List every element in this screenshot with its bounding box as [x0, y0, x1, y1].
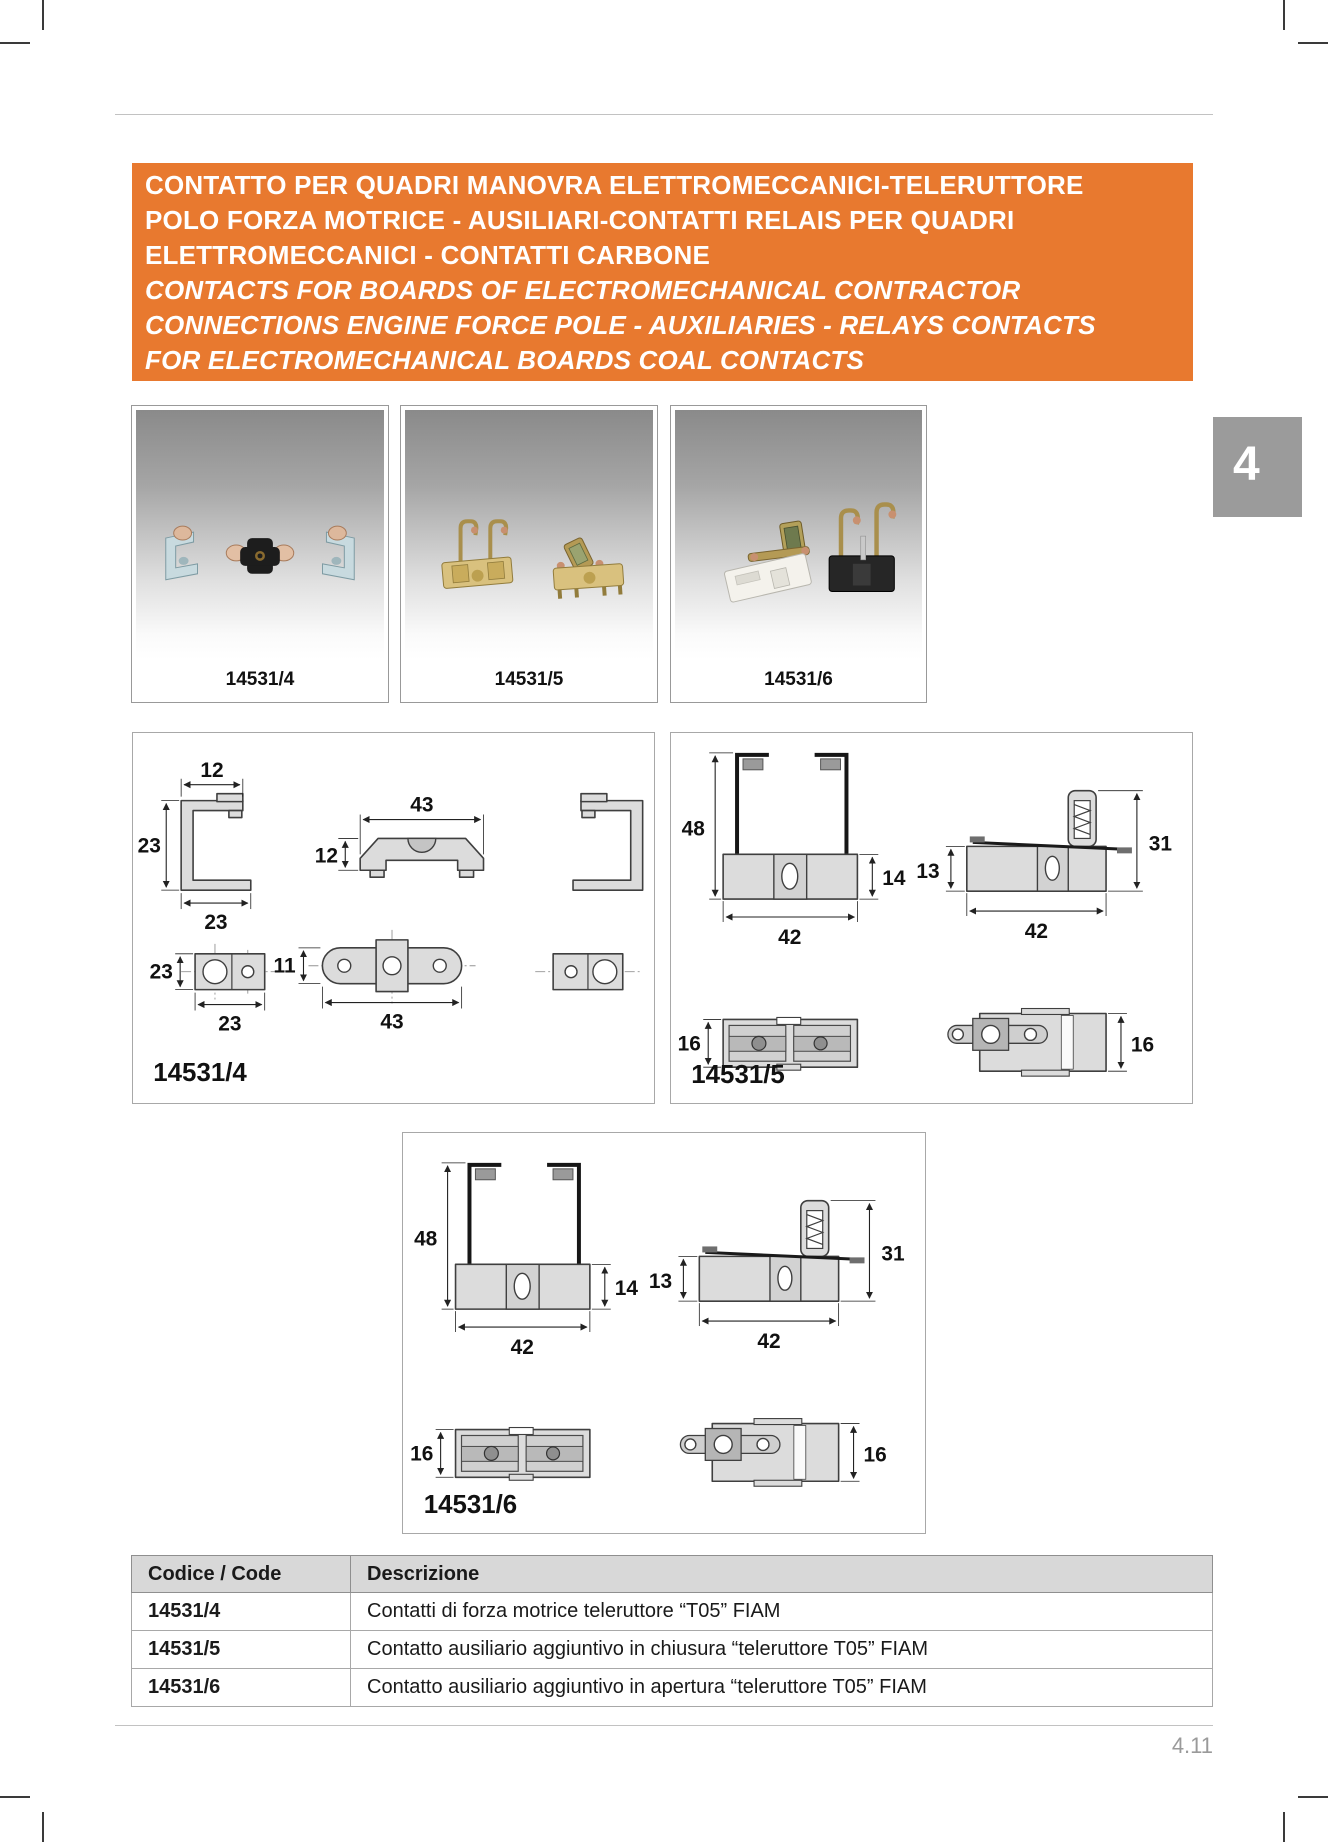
table-row: [132, 1631, 1213, 1669]
product-illustration-aux-contact-nc: [405, 462, 653, 632]
cell-code: 14531/5: [132, 1631, 351, 1669]
drawing-code-label: 14531/5: [691, 1061, 785, 1090]
crop-mark: [42, 1812, 44, 1842]
product-illustration-aux-contact-no: [675, 462, 922, 632]
dim-label: 31: [881, 1242, 905, 1266]
dim-label: 14: [614, 1277, 638, 1301]
table-row: [132, 1593, 1213, 1631]
title-line-it: CONTATTO PER QUADRI MANOVRA ELETTROMECCANICI-TELERUTTORE: [145, 170, 1084, 200]
photo-code-label: 14531/5: [494, 669, 564, 690]
product-photo: [675, 410, 922, 660]
technical-drawing-14531-5: [671, 733, 1192, 1103]
dim-label: 42: [510, 1335, 534, 1359]
dim-label: 43: [410, 793, 434, 817]
cell-code: 14531/4: [132, 1593, 351, 1631]
dim-label: 13: [916, 860, 940, 884]
photo-card-14531-4: [131, 405, 389, 703]
title-line-en: FOR ELECTROMECHANICAL BOARDS COAL CONTACTS: [145, 345, 865, 375]
section-tab: 4: [1213, 417, 1302, 517]
drawing-box-14531-4: [132, 732, 655, 1104]
codes-table: [131, 1555, 1213, 1707]
photo-card-14531-6: [670, 405, 927, 703]
dim-label: 12: [200, 758, 224, 782]
title-line-en: CONNECTIONS ENGINE FORCE POLE - AUXILIARIES - RELAYS CONTACTS: [145, 310, 1096, 340]
technical-drawing-14531-4: [133, 733, 654, 1103]
dim-label: 16: [677, 1032, 701, 1056]
cell-description: Contatti di forza motrice teleruttore “T05” FIAM: [351, 1593, 1213, 1631]
photo-card-14531-5: [400, 405, 658, 703]
dim-label: 31: [1148, 832, 1173, 856]
page-title-block: [132, 163, 1193, 381]
column-header-description: Descrizione: [351, 1556, 1213, 1593]
dim-label: 16: [863, 1443, 887, 1467]
column-header-code: Codice / Code: [132, 1556, 351, 1593]
dim-label: 23: [204, 910, 228, 934]
dim-label: 23: [218, 1012, 242, 1036]
table-row: [132, 1669, 1213, 1707]
dim-label: 13: [648, 1270, 673, 1294]
cell-description: Contatto ausiliario aggiuntivo in apertura “teleruttore T05” FIAM: [351, 1669, 1213, 1707]
dim-label: 48: [414, 1227, 438, 1251]
bottom-divider-rule: [115, 1725, 1213, 1726]
product-photo: [136, 410, 384, 660]
dim-label: 43: [380, 1010, 404, 1034]
dim-label: 16: [410, 1442, 434, 1466]
title-line-en: CONTACTS FOR BOARDS OF ELECTROMECHANICAL CONTRACTOR: [145, 275, 1021, 305]
cell-code: 14531/6: [132, 1669, 351, 1707]
dim-label: 42: [778, 925, 802, 949]
dim-label: 42: [1024, 919, 1049, 943]
title-line-it: ELETTROMECCANICI - CONTATTI CARBONE: [145, 240, 710, 270]
drawing-box-14531-6: [402, 1132, 926, 1534]
product-illustration-brackets: [136, 462, 384, 632]
dim-label: 12: [314, 844, 338, 868]
dim-label: 14: [882, 867, 906, 891]
title-line-it: POLO FORZA MOTRICE - AUSILIARI-CONTATTI RELAIS PER QUADRI: [145, 205, 1015, 235]
crop-mark: [0, 42, 30, 44]
photo-code-label: 14531/4: [225, 669, 295, 690]
dim-label: 11: [273, 954, 296, 978]
top-divider-rule: [115, 114, 1213, 115]
crop-mark: [42, 0, 44, 30]
cell-description: Contatto ausiliario aggiuntivo in chiusura “teleruttore T05” FIAM: [351, 1631, 1213, 1669]
crop-mark: [0, 1796, 30, 1798]
dim-label: 42: [757, 1329, 781, 1353]
technical-drawing-14531-6: [403, 1133, 925, 1533]
crop-mark: [1283, 0, 1285, 30]
dim-label: 48: [681, 817, 705, 841]
dim-label: 23: [137, 834, 161, 858]
crop-mark: [1298, 1796, 1328, 1798]
table-header-row: [132, 1556, 1213, 1593]
drawing-code-label: 14531/6: [423, 1491, 518, 1520]
product-photo: [405, 410, 653, 660]
crop-mark: [1298, 42, 1328, 44]
dim-label: 16: [1130, 1033, 1155, 1057]
drawing-code-label: 14531/4: [153, 1059, 247, 1088]
page-number: 4.11: [1171, 1733, 1213, 1758]
crop-mark: [1283, 1812, 1285, 1842]
drawing-box-14531-5: [670, 732, 1193, 1104]
dim-label: 23: [149, 960, 173, 984]
drawing-views-clone: [410, 1163, 905, 1486]
photo-code-label: 14531/6: [764, 669, 833, 690]
